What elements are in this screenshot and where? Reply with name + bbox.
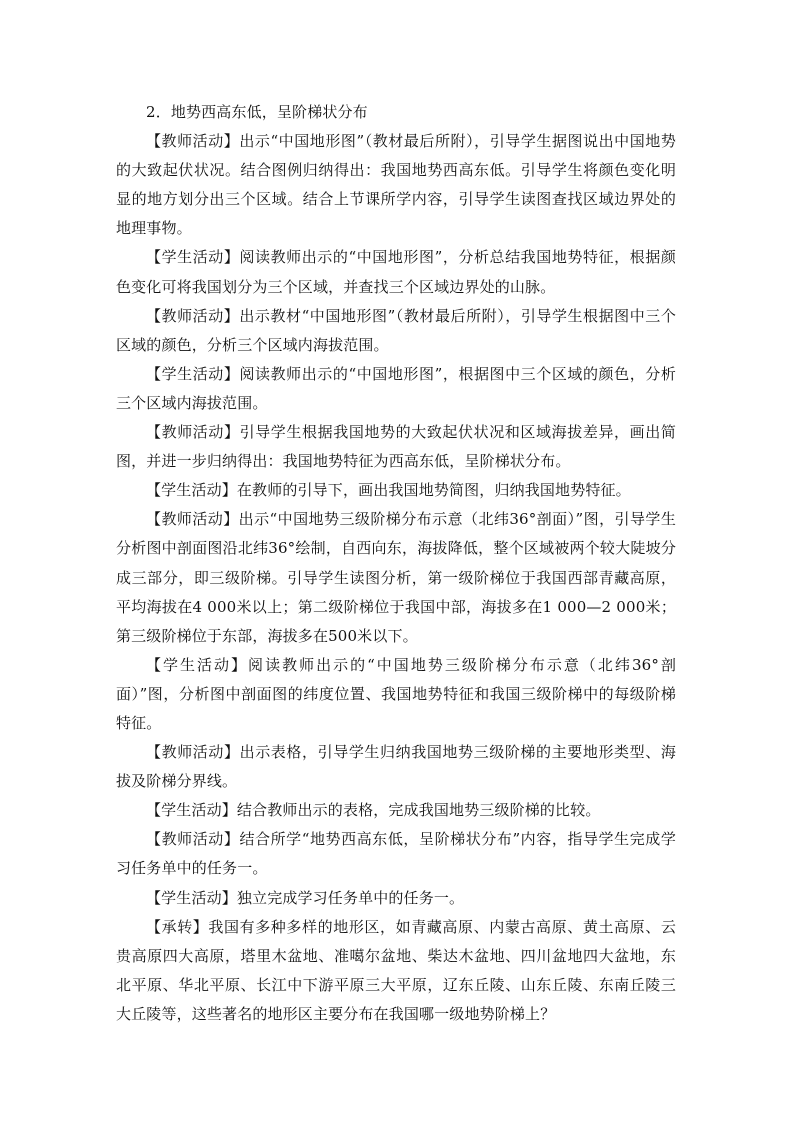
paragraph-teacher-activity: 【教师活动】出示“中国地势三级阶梯分布示意（北纬36°剖面）”图，引导学生分析图中剖面图沿北纬36°绘制，自西向东，海拔降低，整个区域被两个较大陡坡分成三部分，即三级阶梯。引导学生读图分析，第一级阶梯位于我国西部青藏高原，平均海拔在4 000米以上；第二级阶梯位于我国中部，海拔多在1 000—2 000米；第三级阶梯位于东部，海拔多在500米以下。 [116, 510, 676, 645]
paragraph-student-activity: 【学生活动】结合教师出示的表格，完成我国地势三级阶梯的比较。 [146, 801, 601, 820]
document-body [116, 98, 676, 1029]
paragraph-transition: 【承转】我国有多种多样的地形区，如青藏高原、内蒙古高原、黄土高原、云贵高原四大高原，塔里木盆地、准噶尔盆地、柴达木盆地、四川盆地四大盆地，东北平原、华北平原、长江中下游平原三大平原，辽东丘陵、山东丘陵、东南丘陵三大丘陵等，这些著名的地形区主要分布在我国哪一级地势阶梯上？ [116, 917, 676, 1023]
paragraph-teacher-activity: 【教师活动】引导学生根据我国地势的大致起伏状况和区域海拔差异，画出简图，并进一步归纳得出：我国地势特征为西高东低，呈阶梯状分布。 [116, 423, 676, 471]
section-heading: 2．地势西高东低，呈阶梯状分布 [146, 103, 368, 121]
paragraph-teacher-activity: 【教师活动】出示表格，引导学生归纳我国地势三级阶梯的主要地形类型、海拔及阶梯分界线。 [116, 743, 676, 791]
paragraph-student-activity: 【学生活动】在教师的引导下，画出我国地势简图，归纳我国地势特征。 [146, 481, 631, 500]
paragraph-student-activity: 【学生活动】阅读教师出示的“中国地形图”，根据图中三个区域的颜色，分析三个区域内海拔范围。 [116, 364, 676, 412]
paragraph-teacher-activity: 【教师活动】结合所学“地势西高东低，呈阶梯状分布”内容，指导学生完成学习任务单中的任务一。 [116, 830, 676, 878]
paragraph-student-activity: 【学生活动】阅读教师出示的“中国地势三级阶梯分布示意（北纬36°剖面）”图，分析图中剖面图的纬度位置、我国地势特征和我国三级阶梯中的每级阶梯特征。 [116, 655, 676, 732]
paragraph-student-activity: 【学生活动】独立完成学习任务单中的任务一。 [146, 888, 465, 907]
paragraph-student-activity: 【学生活动】阅读教师出示的“中国地形图”，分析总结我国地势特征，根据颜色变化可将我国划分为三个区域，并查找三个区域边界处的山脉。 [116, 248, 676, 296]
paragraph-teacher-activity: 【教师活动】出示“中国地形图”（教材最后所附），引导学生据图说出中国地势的大致起伏状况。结合图例归纳得出：我国地势西高东低。引导学生将颜色变化明显的地方划分出三个区域。结合上节课所学内容，引导学生读图查找区域边界处的地理事物。 [116, 132, 676, 238]
paragraph-teacher-activity: 【教师活动】出示教材“中国地形图”（教材最后所附），引导学生根据图中三个区域的颜色，分析三个区域内海拔范围。 [116, 306, 676, 354]
